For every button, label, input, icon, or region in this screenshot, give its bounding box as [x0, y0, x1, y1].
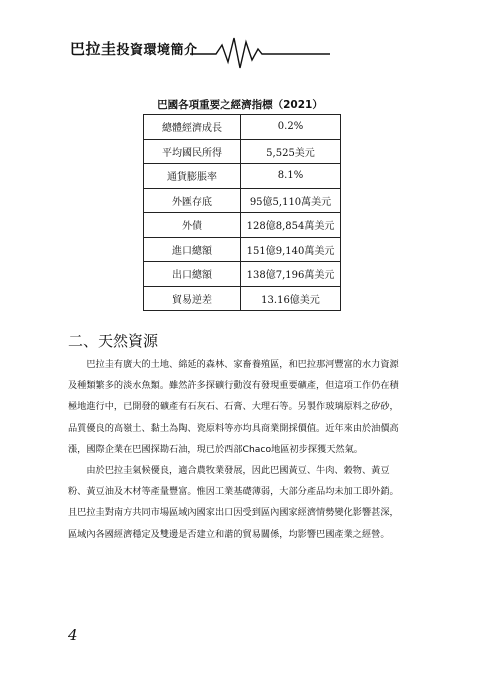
paragraph-line: 品質優良的高嶺土、黏土為陶、瓷原料等亦均具商業開採價值。近年來由於油價高 — [68, 422, 399, 434]
indicator-value: 128億8,854萬美元 — [241, 213, 341, 238]
indicator-value: 95億5,110萬美元 — [241, 188, 341, 213]
table-row — [144, 262, 341, 287]
paragraph-line: 巴拉圭有廣大的土地、綿延的森林、家畜養殖區，和巴拉那河豐富的水力資源 — [68, 359, 399, 370]
paragraph-natural-resources — [68, 354, 414, 460]
indicator-label: 通貨膨脹率 — [144, 164, 241, 189]
page-header — [0, 0, 480, 72]
paragraph-line: 粉、黃豆油及木材等產量豐富。惟因工業基礎薄弱，大部分產品均未加工即外銷。 — [68, 486, 399, 498]
indicator-value: 8.1% — [241, 164, 341, 189]
paragraph-agriculture — [68, 460, 414, 545]
paragraph-line: 且巴拉圭對南方共同市場區域內國家出口因受到區內國家經濟情勢變化影響甚深， — [68, 507, 399, 519]
indicator-label: 外匯存底 — [144, 188, 241, 213]
table-row — [144, 164, 341, 189]
paragraph-line: 由於巴拉圭氣候優良，適合農牧業發展，因此巴國黃豆、牛肉、穀物、黃豆 — [68, 465, 390, 476]
indicator-label: 平均國民所得 — [144, 139, 241, 164]
indicator-label: 進口總額 — [144, 237, 241, 262]
indicator-value: 151億9,140萬美元 — [241, 237, 341, 262]
header-title-topic: 投資環境簡介 — [116, 43, 198, 58]
table-caption: 巴國各項重要之經濟指標（2021） — [157, 99, 323, 111]
indicator-label: 總體經濟成長 — [144, 115, 241, 140]
indicator-value: 5,525美元 — [241, 139, 341, 164]
table-row — [144, 213, 341, 238]
paragraph-line: 區域內各國經濟穩定及雙邊是否建立和諧的貿易關係，均影響巴國產業之經營。 — [68, 528, 390, 540]
table-row — [144, 188, 341, 213]
table-row — [144, 115, 341, 140]
indicator-value: 138億7,196萬美元 — [241, 262, 341, 287]
indicator-label: 外債 — [144, 213, 241, 238]
page-number: 4 — [68, 626, 78, 644]
paragraph-line: 漲，國際企業在巴國探勘石油，現已於西部Chaco地區初步探獲天然氣。 — [68, 443, 363, 455]
header-title — [70, 40, 198, 58]
indicator-value: 0.2% — [241, 115, 341, 140]
table-row — [144, 286, 341, 311]
paragraph-line: 極地進行中，已開發的礦產有石灰石、石膏、大理石等。另製作玻璃原料之矽砂， — [68, 401, 399, 413]
indicator-value: 13.16億美元 — [241, 286, 341, 311]
economic-indicators-table — [143, 114, 341, 311]
paragraph-line: 及種類繁多的淡水魚類。雖然許多探礦行動沒有發現重要礦產，但這項工作仍在積 — [68, 380, 399, 392]
indicator-label: 貿易逆差 — [144, 286, 241, 311]
header-heartbeat-line — [0, 0, 480, 72]
table-row — [144, 139, 341, 164]
section-heading: 二、天然資源 — [68, 332, 159, 350]
table-row — [144, 237, 341, 262]
header-title-country: 巴拉圭 — [70, 40, 117, 58]
indicator-label: 出口總額 — [144, 262, 241, 287]
